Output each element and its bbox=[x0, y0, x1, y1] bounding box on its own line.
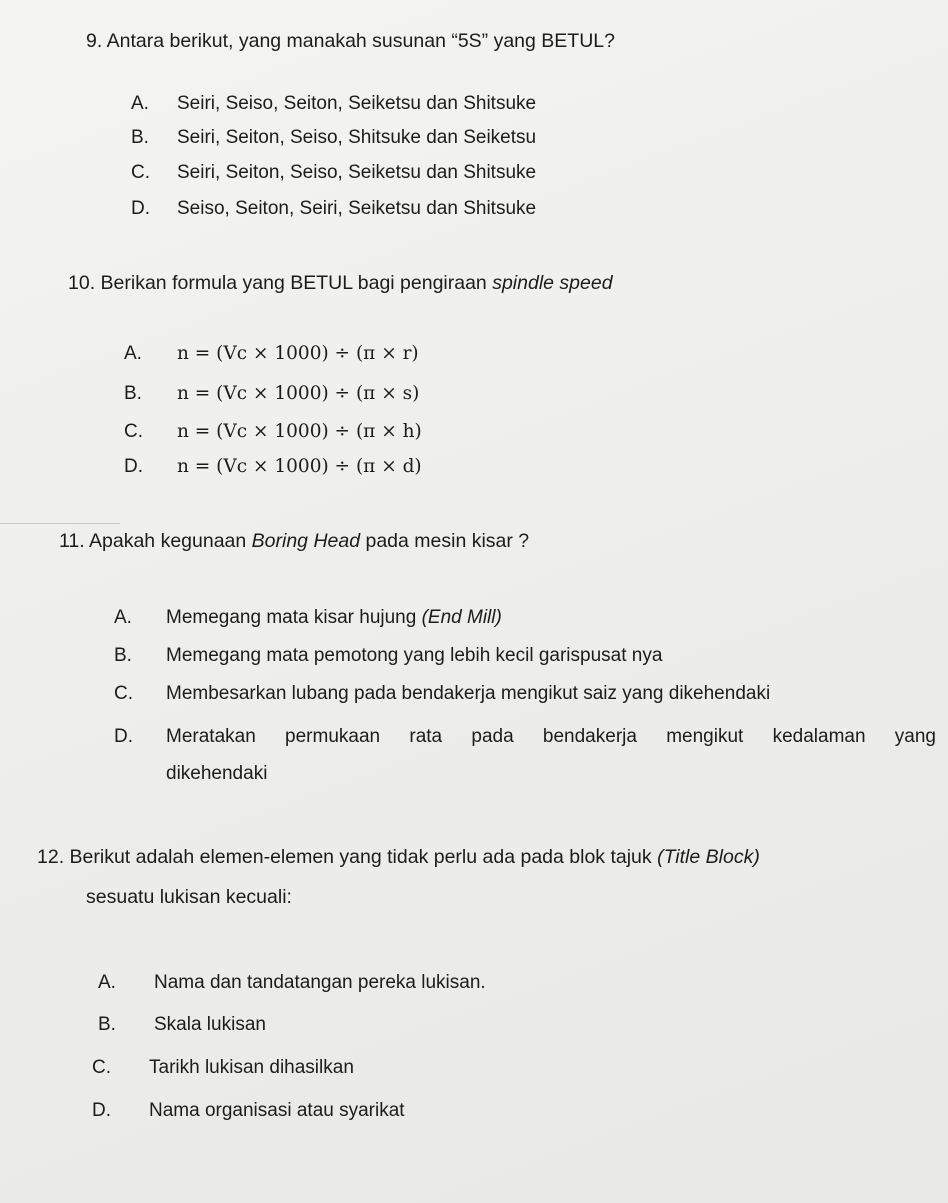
option-text-italic: (End Mill) bbox=[421, 607, 502, 628]
option-text: Tarikh lukisan dihasilkan bbox=[149, 1057, 354, 1078]
option-text: Skala lukisan bbox=[154, 1014, 266, 1035]
option-text: Memegang mata pemotong yang lebih kecil garispusat nya bbox=[166, 645, 663, 666]
option-text: Nama dan tandatangan pereka lukisan. bbox=[154, 972, 486, 993]
option-text: Seiso, Seiton, Seiri, Seiketsu dan Shitsuke bbox=[177, 198, 537, 219]
option-text: Seiri, Seiso, Seiton, Seiketsu dan Shitsuke bbox=[177, 93, 537, 114]
q9-option-b bbox=[131, 127, 536, 149]
option-formula: n = (Vc × 1000) ÷ (π × d) bbox=[177, 456, 422, 477]
page-divider bbox=[0, 523, 120, 524]
option-text: Membesarkan lubang pada bendakerja mengikut saiz yang dikehendaki bbox=[166, 683, 771, 704]
question-11-stem bbox=[59, 530, 529, 553]
q12-option-a bbox=[98, 972, 486, 994]
q12-option-d bbox=[92, 1100, 405, 1122]
option-text: Seiri, Seiton, Seiso, Seiketsu dan Shitsuke bbox=[177, 162, 537, 183]
q9-option-a bbox=[131, 93, 536, 115]
option-letter: B. bbox=[124, 383, 142, 404]
option-letter: C. bbox=[131, 162, 150, 183]
q10-option-c bbox=[124, 421, 422, 443]
q12-option-c bbox=[92, 1057, 354, 1079]
option-formula: n = (Vc × 1000) ÷ (π × h) bbox=[177, 421, 422, 442]
option-letter: A. bbox=[131, 93, 149, 114]
q9-option-c bbox=[131, 162, 536, 184]
question-text-end: pada mesin kisar ? bbox=[360, 530, 530, 552]
option-letter: B. bbox=[131, 127, 149, 148]
option-formula: n = (Vc × 1000) ÷ (π × s) bbox=[177, 383, 420, 404]
q11-option-c bbox=[114, 683, 770, 705]
question-text-italic: Boring Head bbox=[251, 530, 361, 552]
question-12-stem-line2: sesuatu lukisan kecuali: bbox=[86, 886, 292, 908]
question-text: Antara berikut, yang manakah susunan “5S” yang BETUL? bbox=[106, 30, 615, 52]
option-letter: C. bbox=[114, 683, 133, 704]
option-letter: D. bbox=[114, 726, 133, 747]
question-12-stem bbox=[37, 846, 760, 869]
option-letter: D. bbox=[124, 456, 143, 477]
question-text: Apakah kegunaan bbox=[89, 530, 252, 552]
q11-option-d bbox=[114, 726, 166, 748]
question-text: Berikan formula yang BETUL bagi pengiraan bbox=[100, 272, 493, 294]
q11-option-b bbox=[114, 645, 662, 667]
q11-option-a bbox=[114, 607, 502, 629]
option-letter: C. bbox=[92, 1057, 111, 1078]
question-9-stem bbox=[86, 30, 615, 53]
q12-option-b bbox=[98, 1014, 266, 1036]
q10-option-a bbox=[124, 343, 419, 365]
question-text: Berikut adalah elemen-elemen yang tidak perlu ada pada blok tajuk bbox=[69, 846, 658, 868]
option-letter: A. bbox=[114, 607, 132, 628]
option-letter: D. bbox=[92, 1100, 111, 1121]
q11-option-d-line1: Meratakan permukaan rata pada bendakerja mengikut kedalaman yang bbox=[166, 726, 936, 747]
question-number: 9. bbox=[86, 30, 103, 52]
question-text-italic: spindle speed bbox=[492, 272, 613, 294]
option-text: Memegang mata kisar hujung bbox=[166, 607, 422, 628]
option-letter: C. bbox=[124, 421, 143, 442]
q9-option-d bbox=[131, 198, 536, 220]
option-letter: B. bbox=[98, 1014, 116, 1035]
question-number: 11. bbox=[59, 530, 85, 552]
option-letter: A. bbox=[98, 972, 116, 993]
q11-option-d-line2: dikehendaki bbox=[166, 763, 268, 784]
question-text-italic: (Title Block) bbox=[657, 846, 760, 868]
option-letter: D. bbox=[131, 198, 150, 219]
q10-option-d bbox=[124, 456, 422, 478]
option-letter: A. bbox=[124, 343, 142, 364]
q10-option-b bbox=[124, 383, 419, 405]
option-text: Nama organisasi atau syarikat bbox=[149, 1100, 405, 1121]
option-formula: n = (Vc × 1000) ÷ (π × r) bbox=[177, 343, 419, 364]
option-text: Seiri, Seiton, Seiso, Shitsuke dan Seiketsu bbox=[177, 127, 537, 148]
option-letter: B. bbox=[114, 645, 132, 666]
question-10-stem bbox=[68, 272, 613, 295]
question-number: 12. bbox=[37, 846, 65, 868]
question-number: 10. bbox=[68, 272, 96, 294]
